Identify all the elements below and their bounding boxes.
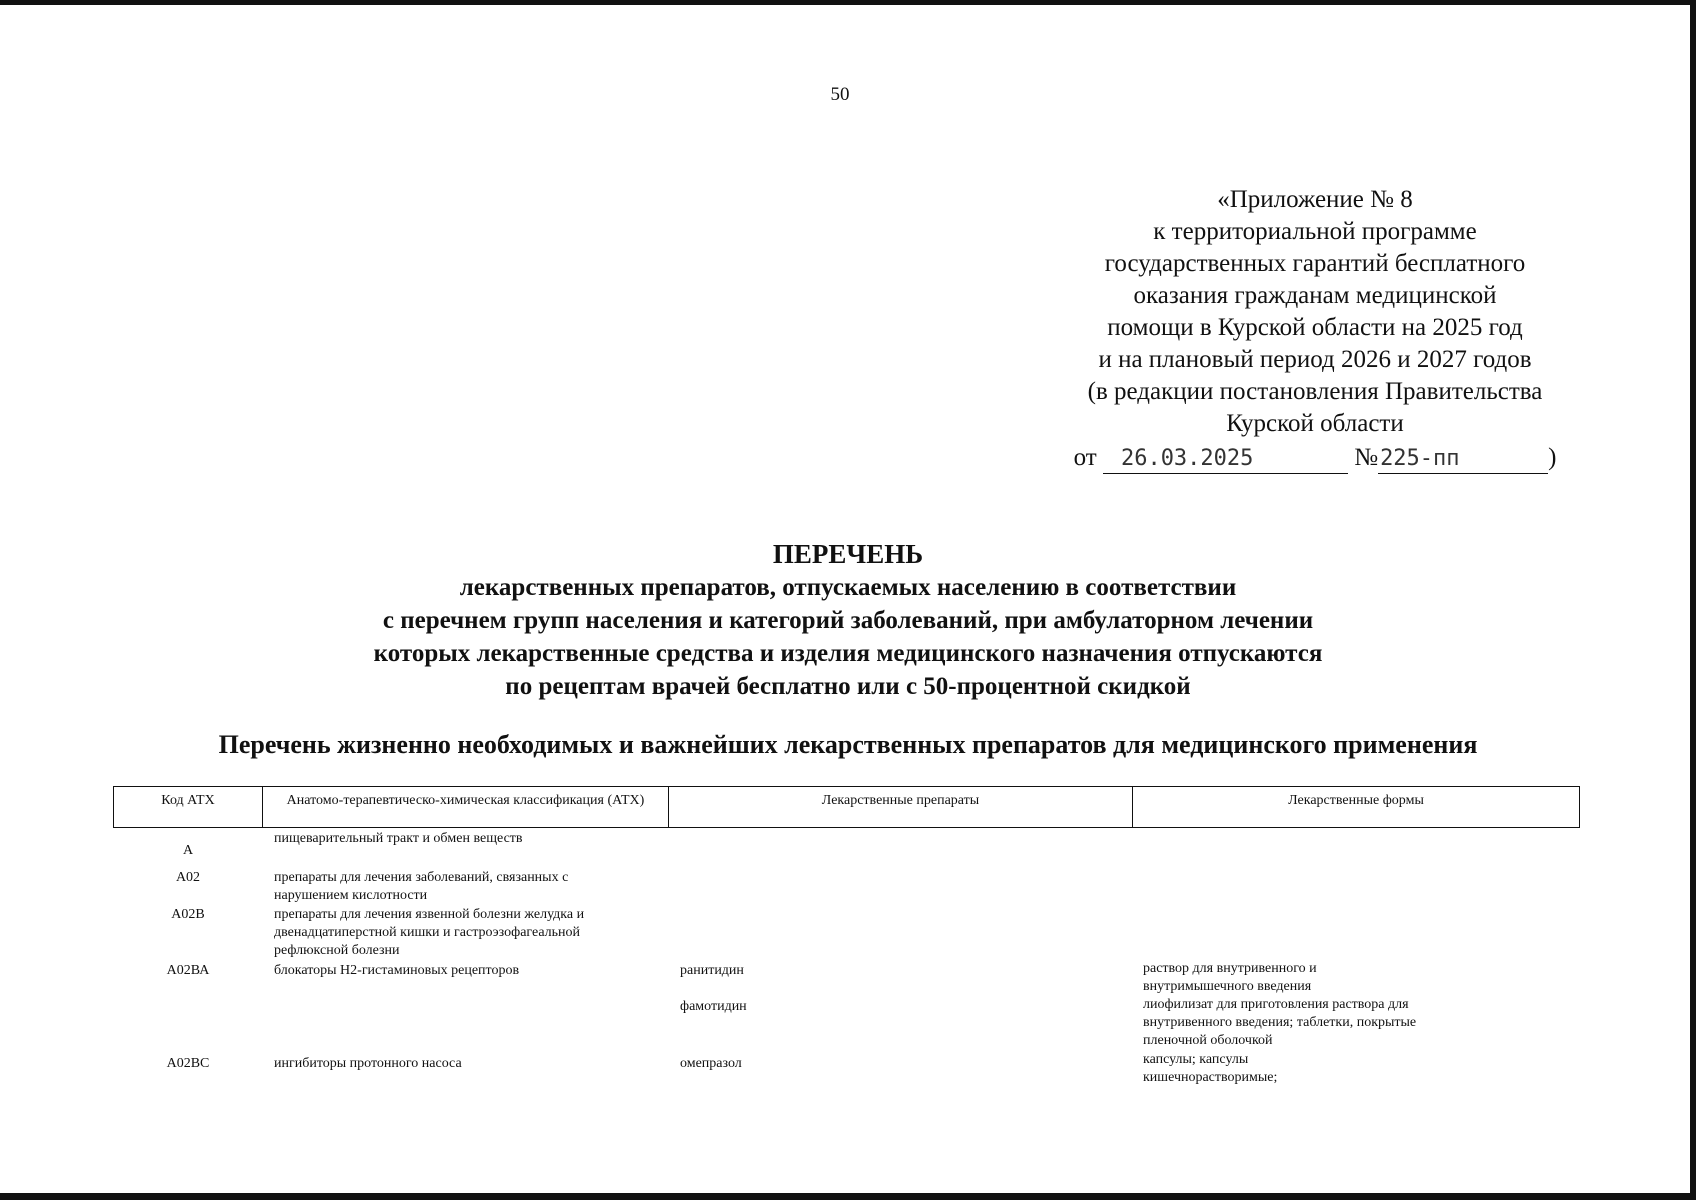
appendix-line: к территориальной программе	[1153, 218, 1477, 245]
appendix-line: и на плановый период 2026 и 2027 годов	[1098, 346, 1532, 373]
row-form: капсулы; капсулы кишечнорастворимые;	[1143, 1052, 1278, 1085]
row-drug: омепразол	[680, 1056, 742, 1071]
closing-paren: )	[1548, 444, 1557, 471]
title-line: которых лекарственные средства и изделия медицинского назначения отпускаются	[373, 640, 1323, 667]
title-line: лекарственных препаратов, отпускаемых населению в соответствии	[459, 574, 1237, 601]
appendix-line: оказания гражданам медицинской	[1133, 282, 1497, 309]
header-code: Код АТХ	[114, 787, 263, 827]
from-label: от	[1073, 444, 1097, 471]
title-heading: ПЕРЕЧЕНЬ	[772, 539, 924, 569]
list-subtitle: Перечень жизненно необходимых и важнейших лекарственных препаратов для медицинского применения	[218, 730, 1478, 759]
document-title	[0, 538, 1696, 703]
row-atx: препараты для лечения язвенной болезни желудка и двенадцатиперстной кишки и гастроэзофагеальной рефлюксной болезни	[274, 907, 585, 958]
appendix-line: государственных гарантий бесплатного	[1104, 250, 1526, 277]
row-code: А02	[175, 870, 201, 885]
page-number: 50	[830, 84, 850, 105]
page-border-bottom	[0, 1193, 1696, 1200]
appendix-header	[1050, 184, 1580, 474]
resolution-number: 225-пп	[1378, 445, 1548, 474]
row-code: А02ВС	[166, 1056, 210, 1071]
row-atx: ингибиторы протонного насоса	[274, 1056, 462, 1071]
appendix-line: «Приложение № 8	[1217, 186, 1413, 213]
row-form: раствор для внутривенного и внутримышечного введения	[1143, 961, 1317, 994]
appendix-line: помощи в Курской области на 2025 год	[1107, 314, 1523, 341]
row-atx: блокаторы Н2-гистаминовых рецепторов	[274, 963, 520, 978]
header-drugs: Лекарственные препараты	[669, 787, 1133, 827]
row-form: лиофилизат для приготовления раствора для внутривенного введения; таблетки, покрытые пленочной оболочкой	[1143, 997, 1417, 1048]
row-code: А	[182, 843, 194, 858]
number-label: №	[1354, 444, 1379, 471]
row-atx: препараты для лечения заболеваний, связанных с нарушением кислотности	[274, 870, 569, 903]
appendix-line: Курской области	[1226, 410, 1404, 437]
table-header	[113, 786, 1580, 828]
appendix-line: (в редакции постановления Правительства	[1087, 378, 1543, 405]
row-drug: фамотидин	[680, 999, 747, 1014]
resolution-date: 26.03.2025	[1103, 445, 1348, 474]
row-drug: ранитидин	[680, 963, 744, 978]
row-atx: пищеварительный тракт и обмен веществ	[274, 831, 523, 846]
header-atx: Анатомо-терапевтическо-химическая классификация (АТХ)	[263, 787, 669, 827]
title-line: с перечнем групп населения и категорий заболеваний, при амбулаторном лечении	[382, 607, 1314, 634]
row-code: А02В	[171, 907, 205, 922]
resolution-date-line	[1050, 442, 1580, 474]
title-line: по рецептам врачей бесплатно или с 50-процентной скидкой	[505, 673, 1191, 700]
row-code: А02ВА	[166, 963, 210, 978]
page-border-top	[0, 0, 1696, 5]
header-forms: Лекарственные формы	[1288, 793, 1424, 808]
